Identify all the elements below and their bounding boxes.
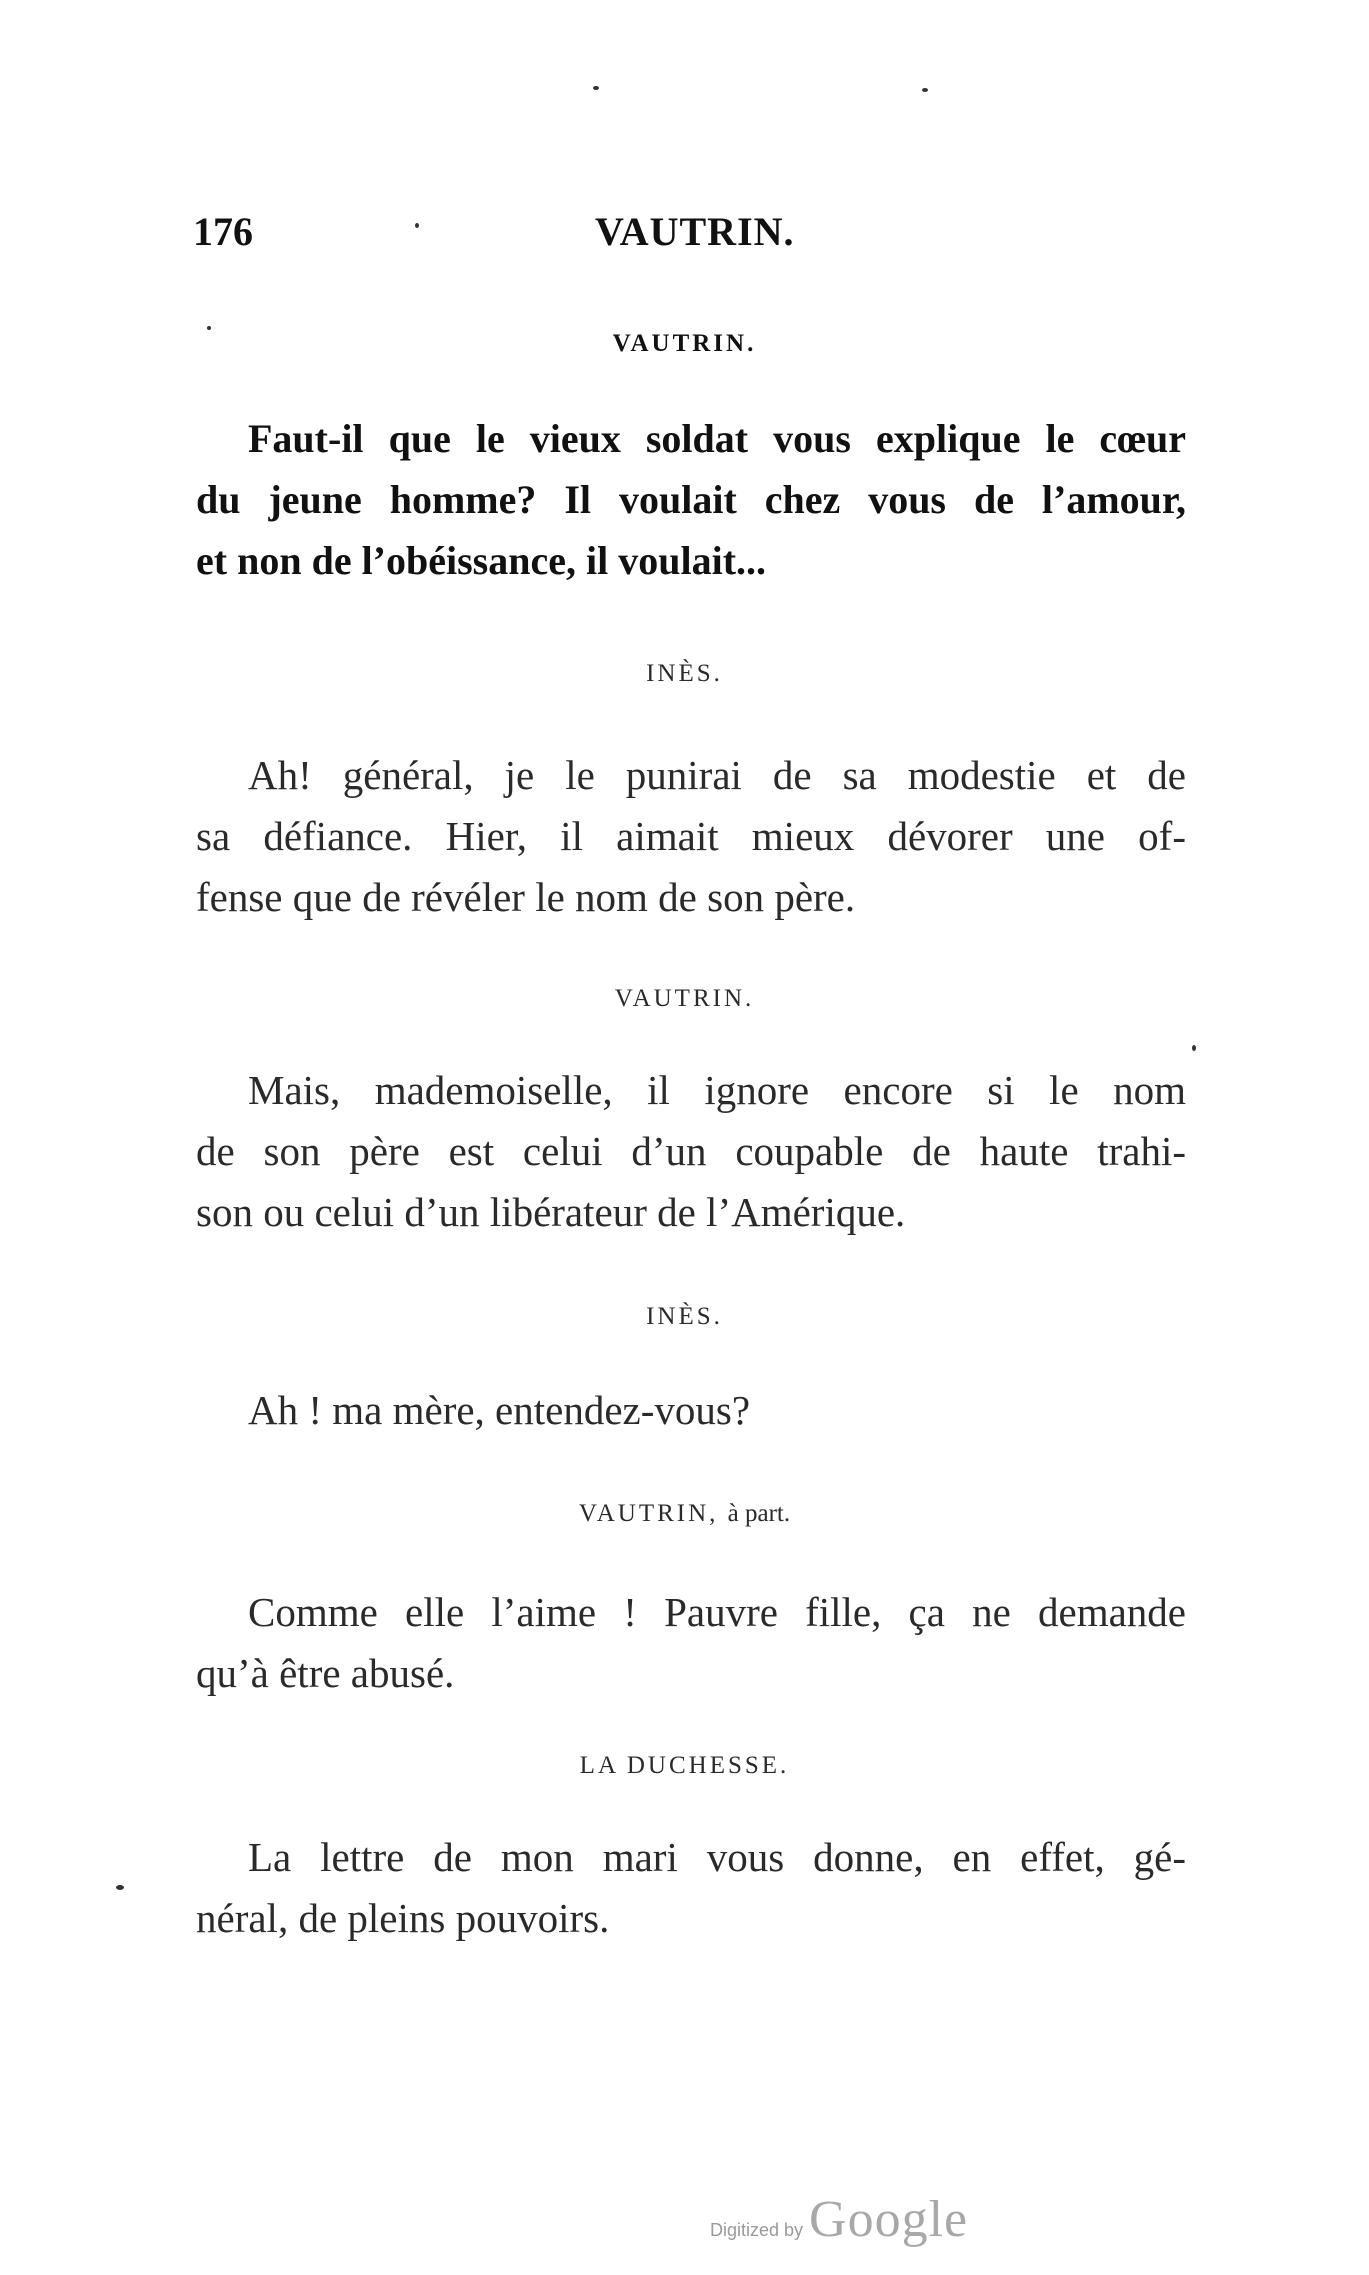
dialogue-paragraph <box>196 1582 1186 1704</box>
text-line: qu’à être abusé. <box>196 1650 455 1696</box>
speaker-label: LA DUCHESSE. <box>579 1752 790 1779</box>
text-line: fense que de révéler le nom de son père. <box>196 874 856 920</box>
text-line: et non de l’obéissance, il voulait... <box>196 538 767 583</box>
digitized-footer <box>710 2190 968 2249</box>
scan-speck <box>593 86 599 90</box>
speaker-label <box>0 1500 1369 1528</box>
text-line: Mais, mademoiselle, il ignore encore si le nom <box>248 1067 1186 1113</box>
text-line: Ah ! ma mère, entendez-vous? <box>248 1387 751 1433</box>
speaker-label: VAUTRIN. <box>614 985 755 1012</box>
text-line: Ah! général, je le punirai de sa modestie et de <box>248 752 1186 798</box>
text-line: La lettre de mon mari vous donne, en effet, gé- <box>248 1834 1186 1880</box>
scan-speck <box>415 223 419 228</box>
text-line: de son père est celui d’un coupable de haute trahi- <box>196 1128 1186 1174</box>
stage-direction: à part. <box>727 1500 791 1527</box>
text-line: Faut-il que le vieux soldat vous explique le cœur <box>248 416 1186 461</box>
speaker-label: INÈS. <box>646 1303 723 1330</box>
text-line: sa défiance. Hier, il aimait mieux dévorer une of- <box>196 813 1186 859</box>
text-line: son ou celui d’un libérateur de l’Amérique. <box>196 1189 906 1235</box>
digitized-by-label: Digitized by <box>710 2220 804 2240</box>
dialogue-paragraph <box>196 1060 1186 1243</box>
dialogue-paragraph <box>196 1827 1186 1949</box>
dialogue-paragraph <box>196 1380 1186 1441</box>
scan-speck <box>922 88 928 92</box>
google-logo: Google <box>809 2191 969 2248</box>
scan-speck <box>1192 1045 1196 1051</box>
speaker-label: VAUTRIN. <box>612 330 757 357</box>
text-line: néral, de pleins pouvoirs. <box>196 1895 610 1941</box>
speaker-name: VAUTRIN, <box>578 1500 719 1527</box>
page-number: 176 <box>193 209 253 254</box>
running-title: VAUTRIN. <box>595 209 795 254</box>
dialogue-paragraph <box>196 745 1186 928</box>
text-line: du jeune homme? Il voulait chez vous de l’amour, <box>196 477 1186 522</box>
speaker-label: INÈS. <box>646 660 723 687</box>
scan-speck <box>207 326 211 330</box>
scan-speck <box>116 1885 124 1890</box>
dialogue-paragraph <box>196 408 1186 591</box>
text-line: Comme elle l’aime ! Pauvre fille, ça ne demande <box>248 1589 1186 1635</box>
